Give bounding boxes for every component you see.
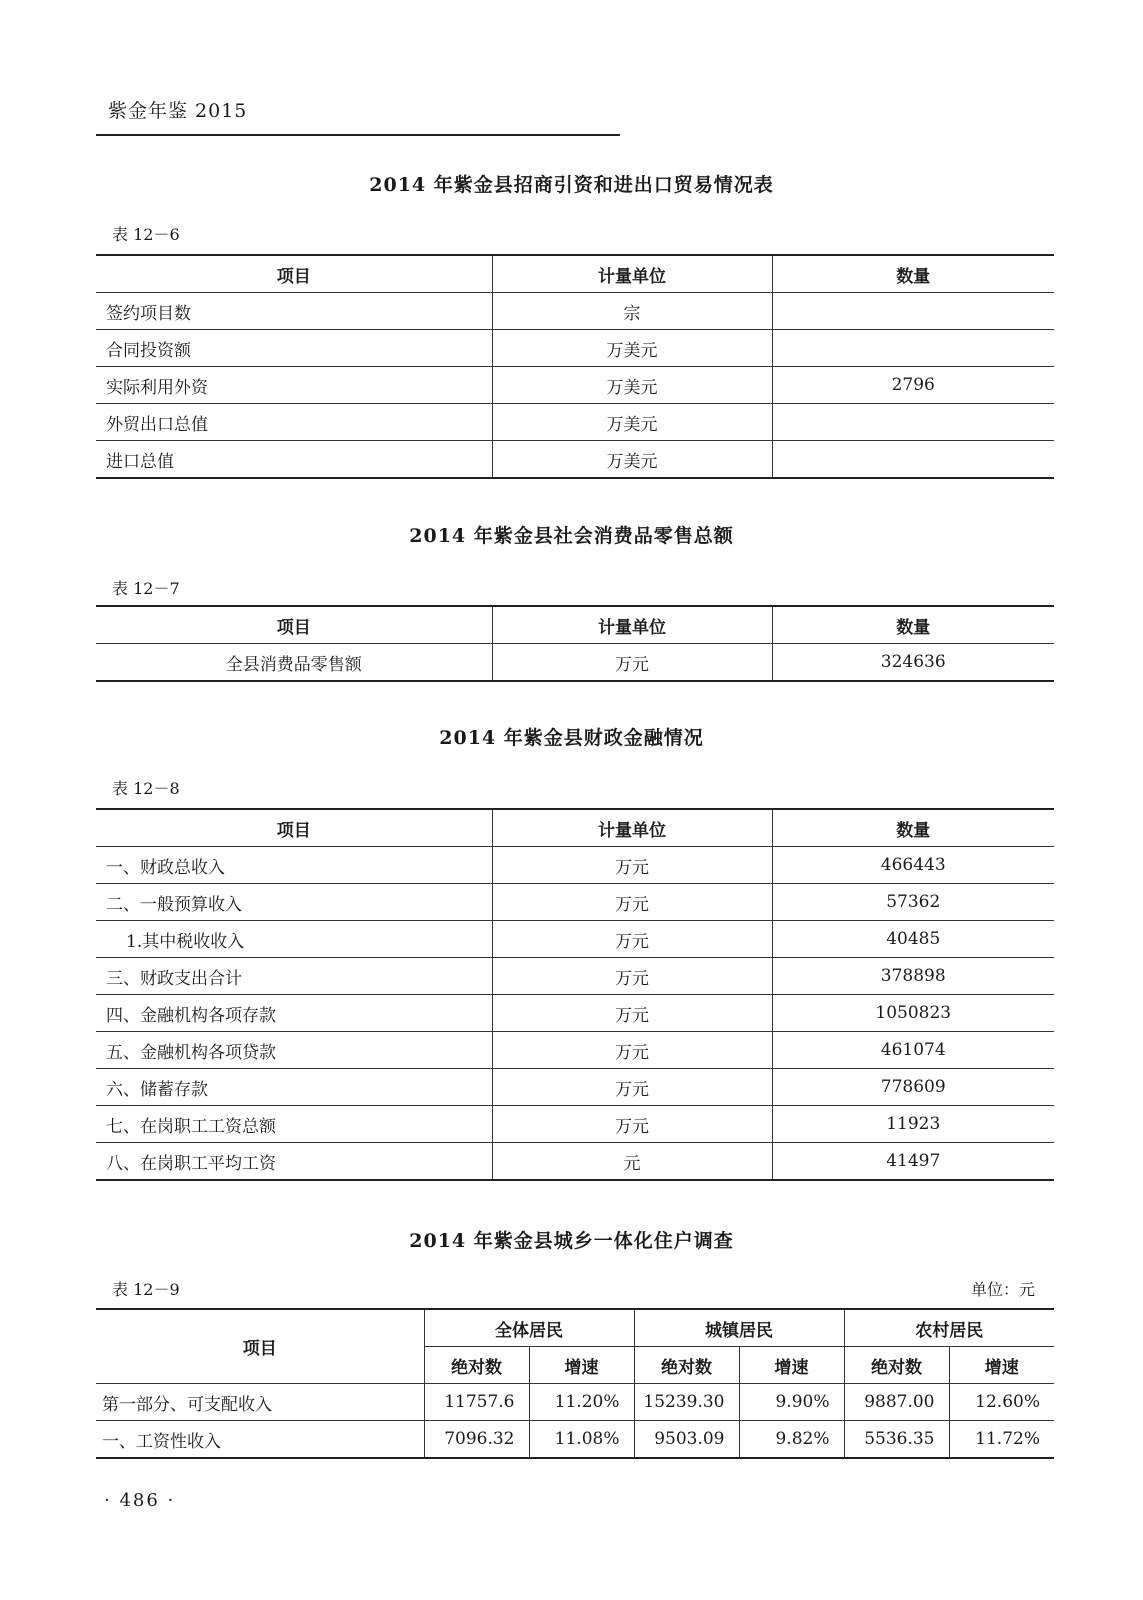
cell-value: 9.82% xyxy=(739,1421,844,1459)
row-unit: 元 xyxy=(492,1143,772,1181)
row-unit: 宗 xyxy=(492,293,772,330)
table-row xyxy=(96,367,1054,404)
cell-value: 9.90% xyxy=(739,1384,844,1421)
table-header-row xyxy=(96,809,1054,847)
row-item: 一、工资性收入 xyxy=(96,1421,424,1459)
cell-value: 11.72% xyxy=(949,1421,1054,1459)
header-value: 数量 xyxy=(772,255,1054,293)
section-title-12-9: 2014 年紫金县城乡一体化住户调查 xyxy=(409,1230,734,1252)
header-unit: 计量单位 xyxy=(492,255,772,293)
table-12-9 xyxy=(96,1308,1054,1459)
header-value: 数量 xyxy=(772,809,1054,847)
table-row xyxy=(96,1384,1054,1421)
row-item: 八、在岗职工平均工资 xyxy=(96,1143,492,1181)
row-item: 三、财政支出合计 xyxy=(96,958,492,995)
row-unit: 万元 xyxy=(492,884,772,921)
header-item: 项目 xyxy=(96,606,492,644)
row-value: 1050823 xyxy=(772,995,1054,1032)
row-item: 实际利用外资 xyxy=(96,367,492,404)
table-row xyxy=(96,884,1054,921)
row-value: 57362 xyxy=(772,884,1054,921)
subheader-absolute: 绝对数 xyxy=(844,1347,949,1384)
row-unit: 万元 xyxy=(492,644,772,682)
header-group-urban: 城镇居民 xyxy=(634,1309,844,1347)
header-unit: 计量单位 xyxy=(492,809,772,847)
row-item: 外贸出口总值 xyxy=(96,404,492,441)
subheader-absolute: 绝对数 xyxy=(634,1347,739,1384)
row-value: 778609 xyxy=(772,1069,1054,1106)
row-item: 全县消费品零售额 xyxy=(96,644,492,682)
row-item: 第一部分、可支配收入 xyxy=(96,1384,424,1421)
table-row xyxy=(96,1143,1054,1181)
table-number-12-7: 表 12－7 xyxy=(112,579,180,598)
page-number: · 486 · xyxy=(104,1490,176,1511)
table-row xyxy=(96,1069,1054,1106)
row-unit: 万元 xyxy=(492,1032,772,1069)
table-12-8 xyxy=(96,808,1054,1181)
cell-value: 7096.32 xyxy=(424,1421,529,1459)
row-item: 六、储蓄存款 xyxy=(96,1069,492,1106)
row-value: 11923 xyxy=(772,1106,1054,1143)
cell-value: 9503.09 xyxy=(634,1421,739,1459)
row-value: 466443 xyxy=(772,847,1054,884)
row-value: 324636 xyxy=(772,644,1054,682)
header-value: 数量 xyxy=(772,606,1054,644)
header-item: 项目 xyxy=(96,809,492,847)
row-item: 1.其中税收收入 xyxy=(96,921,492,958)
subheader-growth: 增速 xyxy=(529,1347,634,1384)
row-value xyxy=(772,441,1054,479)
row-item: 七、在岗职工工资总额 xyxy=(96,1106,492,1143)
cell-value: 9887.00 xyxy=(844,1384,949,1421)
cell-value: 12.60% xyxy=(949,1384,1054,1421)
row-value xyxy=(772,293,1054,330)
row-unit: 万元 xyxy=(492,1106,772,1143)
row-item: 合同投资额 xyxy=(96,330,492,367)
table-header-row xyxy=(96,606,1054,644)
table-number-12-9: 表 12－9 xyxy=(112,1280,180,1299)
section-title-12-7: 2014 年紫金县社会消费品零售总额 xyxy=(409,525,734,547)
table-row xyxy=(96,1106,1054,1143)
table-row xyxy=(96,1032,1054,1069)
row-value: 2796 xyxy=(772,367,1054,404)
row-item: 一、财政总收入 xyxy=(96,847,492,884)
row-unit: 万美元 xyxy=(492,441,772,479)
header-unit: 计量单位 xyxy=(492,606,772,644)
row-item: 四、金融机构各项存款 xyxy=(96,995,492,1032)
row-unit: 万美元 xyxy=(492,367,772,404)
cell-value: 11.08% xyxy=(529,1421,634,1459)
row-unit: 万美元 xyxy=(492,330,772,367)
subheader-growth: 增速 xyxy=(949,1347,1054,1384)
table-row xyxy=(96,441,1054,479)
row-item: 签约项目数 xyxy=(96,293,492,330)
cell-value: 11757.6 xyxy=(424,1384,529,1421)
header-item: 项目 xyxy=(96,255,492,293)
row-unit: 万美元 xyxy=(492,404,772,441)
table-row xyxy=(96,847,1054,884)
subheader-growth: 增速 xyxy=(739,1347,844,1384)
cell-value: 11.20% xyxy=(529,1384,634,1421)
table-number-12-6: 表 12－6 xyxy=(112,225,180,244)
table-row xyxy=(96,1421,1054,1459)
row-item: 二、一般预算收入 xyxy=(96,884,492,921)
header-rule xyxy=(96,134,620,136)
table-row xyxy=(96,293,1054,330)
row-value: 40485 xyxy=(772,921,1054,958)
table-row xyxy=(96,644,1054,682)
row-unit: 万元 xyxy=(492,995,772,1032)
row-value xyxy=(772,404,1054,441)
table-header-row xyxy=(96,1309,1054,1347)
section-title-12-8: 2014 年紫金县财政金融情况 xyxy=(439,727,704,749)
table-row xyxy=(96,921,1054,958)
unit-note: 单位：元 xyxy=(970,1280,1035,1299)
row-value: 41497 xyxy=(772,1143,1054,1181)
table-row xyxy=(96,958,1054,995)
cell-value: 5536.35 xyxy=(844,1421,949,1459)
row-value: 461074 xyxy=(772,1032,1054,1069)
header-item: 项目 xyxy=(96,1309,424,1384)
row-unit: 万元 xyxy=(492,1069,772,1106)
table-number-12-8: 表 12－8 xyxy=(112,779,180,798)
table-header-row xyxy=(96,255,1054,293)
row-value xyxy=(772,330,1054,367)
table-12-6 xyxy=(96,254,1054,479)
row-unit: 万元 xyxy=(492,958,772,995)
header-group-all: 全体居民 xyxy=(424,1309,634,1347)
cell-value: 15239.30 xyxy=(634,1384,739,1421)
table-12-7 xyxy=(96,605,1054,682)
table-row xyxy=(96,404,1054,441)
running-title: 紫金年鉴 2015 xyxy=(108,100,248,122)
row-value: 378898 xyxy=(772,958,1054,995)
row-item: 五、金融机构各项贷款 xyxy=(96,1032,492,1069)
subheader-absolute: 绝对数 xyxy=(424,1347,529,1384)
header-group-rural: 农村居民 xyxy=(844,1309,1054,1347)
section-title-12-6: 2014 年紫金县招商引资和进出口贸易情况表 xyxy=(369,174,774,196)
row-unit: 万元 xyxy=(492,921,772,958)
table-row xyxy=(96,330,1054,367)
row-item: 进口总值 xyxy=(96,441,492,479)
row-unit: 万元 xyxy=(492,847,772,884)
table-row xyxy=(96,995,1054,1032)
